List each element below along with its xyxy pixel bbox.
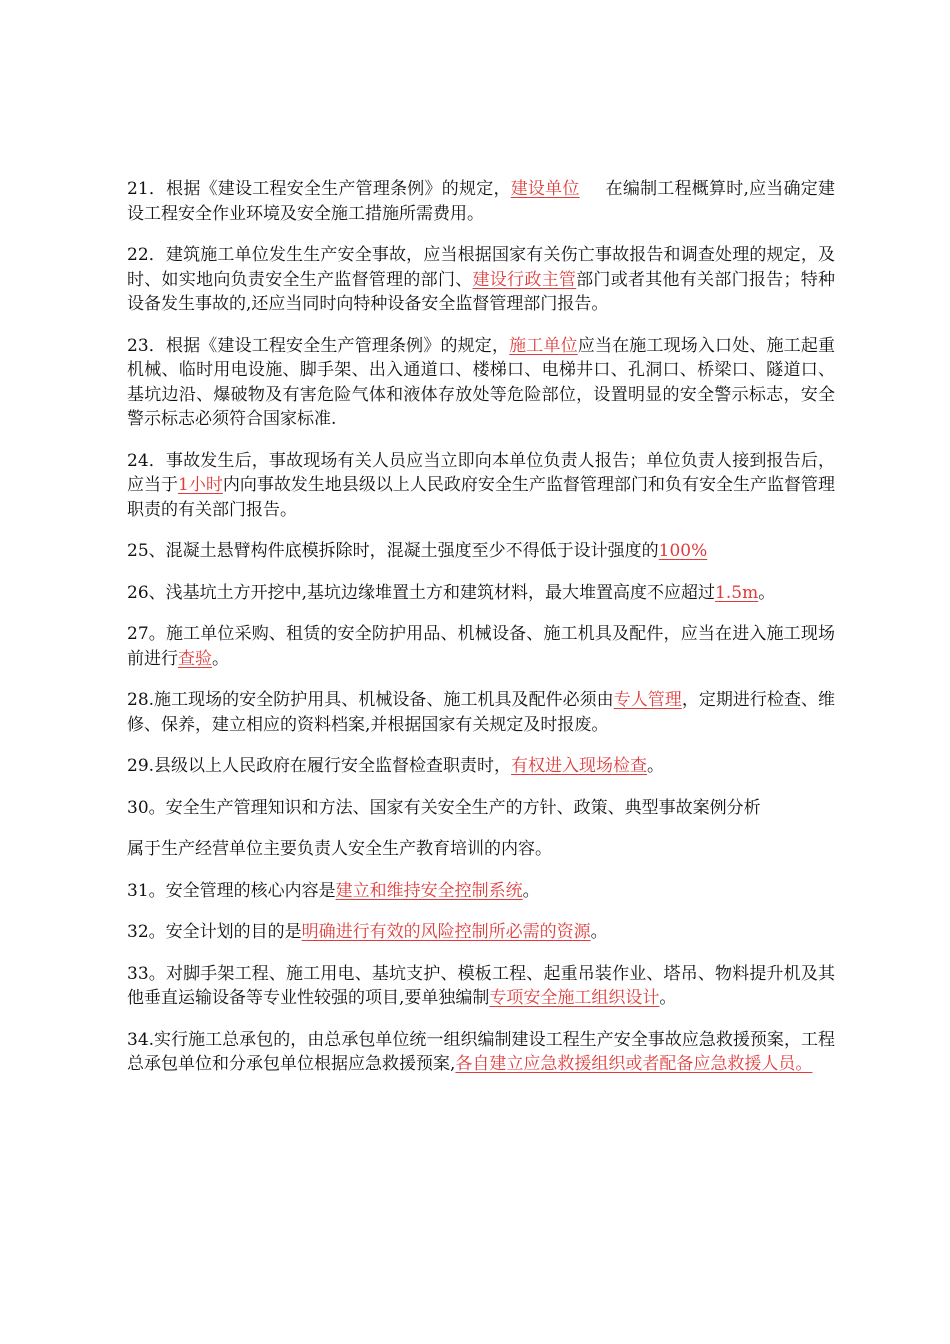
- question-text: 25、混凝土悬臂构件底模拆除时，混凝土强度至少不得低于设计强度的: [127, 541, 659, 561]
- question-text: 32。安全计划的目的是: [127, 922, 302, 942]
- question-text-end: 应当在施工现场入口处、施工起重机械、临时用电设施、脚手架、出入通道口、楼梯口、电梯井口、孔洞口、桥梁口、隧道口、基坑边沿、爆破物及有害危险气体和液体存放处等危险部位，设置明显的安全警示标志，安全警示标志必须符合国家标准.: [127, 335, 836, 429]
- answer-blank: 明确进行有效的风险控制所必需的资源: [301, 922, 591, 942]
- question-24: [127, 449, 835, 523]
- question-31: [127, 879, 835, 904]
- question-text: 31。安全管理的核心内容是: [127, 880, 336, 901]
- document-page: [127, 177, 835, 1094]
- answer-blank: 建设单位: [510, 179, 580, 199]
- question-28: [127, 688, 835, 737]
- question-text-end: 。: [647, 756, 665, 776]
- question-33: [127, 962, 835, 1011]
- answer-blank: 1.5m: [715, 582, 759, 603]
- answer-blank: 100%: [658, 541, 708, 561]
- question-text-end: 。: [659, 988, 677, 1008]
- question-27: [127, 622, 835, 671]
- question-text: 26、浅基坑土方开挖中,基坑边缘堆置土方和建筑材料，最大堆置高度不应超过: [127, 582, 716, 603]
- question-text: 33。对脚手架工程、施工用电、基坑支护、模板工程、起重吊装作业、塔吊、物料提升机及其他垂直运输设备等专业性较强的项目,要单独编制: [127, 963, 835, 1008]
- question-23: [127, 334, 835, 432]
- question-text-end: ，定期进行检查、维修、保养，建立相应的资料档案,并根据国家有关规定及时报废。: [127, 690, 836, 735]
- question-text-end: 内向事故发生地县级以上人民政府安全生产监督管理部门和负有安全生产监督管理职责的有关部门报告。: [127, 475, 836, 520]
- question-text-end: 部门或者其他有关部门报告；特种设备发生事故的,还应当同时向特种设备安全监督管理部门报告。: [127, 269, 836, 314]
- question-text-end: 。: [758, 582, 776, 603]
- answer-blank: 1小时: [178, 475, 223, 495]
- question-text: 22．建筑施工单位发生生产安全事故，应当根据国家有关伤亡事故报告和调查处理的规定，及时、如实地向负责安全生产监督管理的部门、: [127, 245, 835, 290]
- question-text: 21．根据《建设工程安全生产管理条例》的规定，: [127, 179, 511, 199]
- question-26: [127, 581, 835, 606]
- answer-blank: 专人管理: [613, 690, 682, 710]
- question-25: [127, 539, 835, 564]
- question-22: [127, 243, 835, 317]
- question-30: [127, 796, 835, 862]
- answer-blank: 查验: [178, 648, 212, 669]
- question-32: [127, 920, 835, 945]
- question-text: 30。安全生产管理知识和方法、国家有关安全生产的方针、政策、典型事故案例分析: [127, 797, 761, 818]
- question-21: [127, 177, 835, 226]
- answer-blank: 施工单位: [509, 335, 578, 356]
- question-29: [127, 754, 835, 779]
- question-text: 27。施工单位采购、租赁的安全防护用品、机械设备、施工机具及配件，应当在进入施工现场前进行: [127, 624, 835, 669]
- question-text-end: 。: [212, 648, 229, 669]
- question-text: 34.实行施工总承包的，由总承包单位统一组织编制建设工程生产安全事故应急救援预案，工程总承包单位和分承包单位根据应急救援预案,: [127, 1029, 835, 1074]
- question-text: 28.施工现场的安全防护用具、机械设备、施工机具及配件必须由: [127, 690, 614, 710]
- question-text: 24．事故发生后，事故现场有关人员应当立即向本单位负责人报告；单位负责人接到报告后，应当于: [127, 450, 835, 495]
- answer-blank: 建立和维持安全控制系统: [335, 880, 523, 901]
- answer-blank: 有权进入现场检查: [511, 756, 648, 776]
- answer-blank: 建设行政主管: [472, 269, 577, 290]
- question-text: 23．根据《建设工程安全生产管理条例》的规定，: [127, 335, 510, 356]
- question-text-end: 。: [590, 922, 608, 942]
- question-text-end: 属于生产经营单位主要负责人安全生产教育培训的内容。: [127, 839, 552, 859]
- question-text: 29.县级以上人民政府在履行安全监督检查职责时，: [127, 756, 512, 776]
- question-text-end: 。: [522, 880, 540, 901]
- question-34: [127, 1028, 835, 1077]
- question-text-end: 在编制工程概算时,应当确定建设工程安全作业环境及安全施工措施所需费用。: [127, 179, 835, 224]
- answer-blank: 各自建立应急救援组织或者配备应急救援人员。: [455, 1054, 813, 1074]
- answer-blank: 专项安全施工组织设计: [489, 988, 660, 1008]
